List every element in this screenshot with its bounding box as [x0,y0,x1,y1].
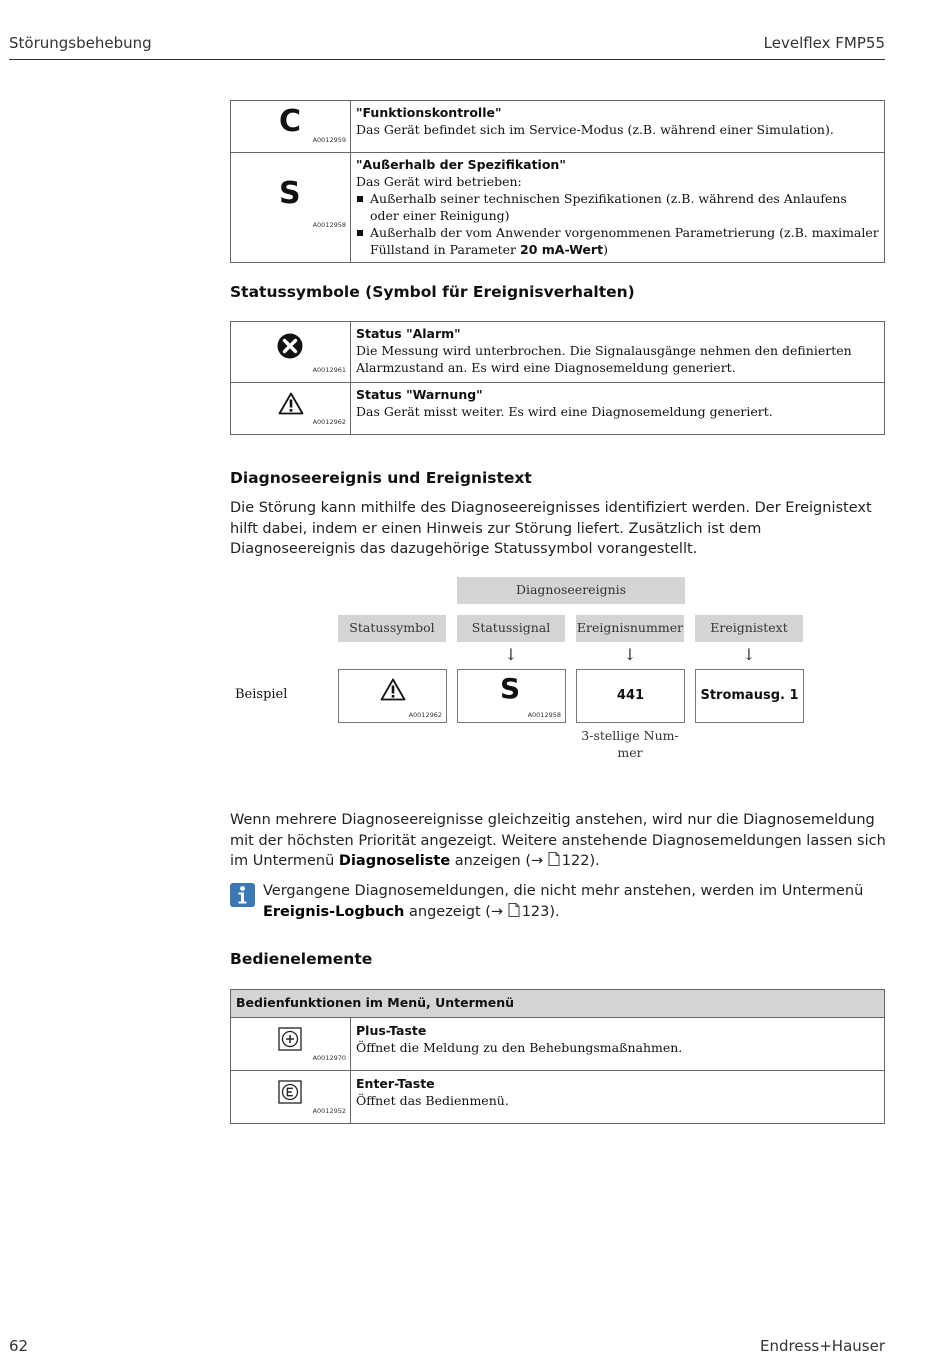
icon-cell [231,383,351,435]
graphic-code: A0012962 [408,711,442,719]
page-number: 62 [9,1337,29,1355]
alarm-cross-icon [277,333,303,359]
graphic-code: A0012961 [312,366,346,374]
row-title: "Funktionskontrolle" [356,105,502,120]
menu-name: Ereignis-Logbuch [263,903,405,920]
icon-cell [231,322,351,383]
row-title: Plus-Taste [356,1023,427,1038]
text-cell [351,153,885,263]
icon-cell [231,1071,351,1124]
text-cell [351,101,885,153]
table-row [231,1018,885,1071]
row-title: Status "Alarm" [356,326,461,341]
row-title: "Außerhalb der Spezifikation" [356,157,566,172]
plus-key-icon [278,1027,302,1051]
bullet-list [356,190,879,258]
arrow-down-icon: ↓ [504,645,518,664]
table-header: Bedienfunktionen im Menü, Untermenü [231,990,885,1018]
text-cell [351,1018,885,1071]
status-symbols-table [230,321,885,435]
table-row [231,383,885,435]
table-row [231,1071,885,1124]
parameter-name: 20 mA-Wert [520,242,604,257]
info-paragraph: Vergangene Diagnosemeldungen, die nicht mehr anstehen, werden im Untermenü Ereignis-Logbuch angezeigt (→ 123). [263,883,864,920]
icon-cell [231,101,351,153]
arrow-down-icon: ↓ [742,645,756,664]
column-label-event-text: Ereignistext [695,615,803,642]
row-description: Das Gerät befindet sich im Service-Modus (z.B. während einer Simulation). [356,122,834,137]
number-caption: 3-stellige Num-mer [581,728,679,760]
graphic-code: A0012962 [312,418,346,426]
example-status-signal [457,669,566,723]
text-cell [351,322,885,383]
arrow-down-icon: ↓ [623,645,637,664]
table-row [231,153,885,263]
column-label-event-number: Ereignisnummer [576,615,684,642]
diagnostic-heading: Diagnoseereignis und Ereignistext [230,469,532,487]
page-link[interactable]: 122 [561,853,590,869]
enter-key-icon [278,1080,302,1104]
example-status-symbol [338,669,447,723]
example-label: Beispiel [235,687,288,702]
example-event-text: Stromausg. 1 [695,669,804,723]
table-row [231,101,885,153]
list-item: Außerhalb seiner technischen Spezifikationen (z.B. während des Anlaufens oder einer Reinigung) [356,190,879,224]
product-name: Levelflex FMP55 [763,34,885,52]
text-cell [351,1071,885,1124]
graphic-code: A0012958 [527,711,561,719]
section-title: Störungsbehebung [9,34,152,52]
icon-cell [231,1018,351,1071]
multiple-events-paragraph: Wenn mehrere Diagnoseereignisse gleichzeitig anstehen, wird nur die Diagnosemeldung mit der höchsten Priorität angezeigt. Weitere anstehende Diagnosemeldungen lassen sich im Untermenü Diagnoseliste anzeigen (→ 122). [230,812,886,869]
table-row [231,322,885,383]
page-link[interactable]: 123 [521,903,550,920]
list-item: Außerhalb der vom Anwender vorgenommenen Parametrierung (z.B. maximaler Füllstand in Parameter 20 mA-Wert) [356,224,879,258]
row-description: Öffnet die Meldung zu den Behebungsmaßnahmen. [356,1040,683,1055]
row-description: Das Gerät wird betrieben: [356,174,522,189]
diagnostic-event-label: Diagnoseereignis [457,577,685,604]
out-of-spec-icon: S [279,176,301,211]
warning-triangle-icon [380,678,406,701]
menu-name: Diagnoseliste [338,853,451,869]
column-label-status-signal: Statussignal [457,615,565,642]
status-signal-table [230,100,885,263]
function-check-icon: C [279,104,302,139]
status-symbols-heading: Statussymbole (Symbol für Ereignisverhalten) [230,283,635,301]
row-title: Status "Warnung" [356,387,483,402]
row-title: Enter-Taste [356,1076,435,1091]
graphic-code: A0012970 [312,1054,346,1062]
text-cell [351,383,885,435]
graphic-code: A0012959 [312,136,346,144]
out-of-spec-icon: S [500,672,521,705]
graphic-code: A0012952 [312,1107,346,1115]
page-reference-icon [548,852,560,866]
company-name: Endress+Hauser [760,1337,885,1355]
controls-heading: Bedienelemente [230,950,373,968]
icon-cell [231,153,351,263]
row-description: Öffnet das Bedienmenü. [356,1093,509,1108]
controls-table [230,989,885,1124]
row-description: Das Gerät misst weiter. Es wird eine Diagnosemeldung generiert. [356,404,773,419]
info-icon [230,883,255,907]
page-reference-icon [508,903,520,917]
graphic-code: A0012958 [312,221,346,229]
page-header [9,33,885,60]
row-description: Die Messung wird unterbrochen. Die Signalausgänge nehmen den definierten Alarmzustand an. Es wird eine Diagnosemeldung generiert. [356,343,852,375]
column-label-status-symbol: Statussymbol [338,615,446,642]
diagnostic-paragraph: Die Störung kann mithilfe des Diagnoseereignisses identifiziert werden. Der Ereignistext hilft dabei, indem er einen Hinweis zur Störung liefert. Zusätzlich ist dem Diagnoseereignis das dazugehörige Statussymbol vorangestellt. [230,500,872,557]
warning-triangle-icon [278,392,304,415]
example-event-number: 441 [576,669,685,723]
table-header-row [231,990,885,1018]
